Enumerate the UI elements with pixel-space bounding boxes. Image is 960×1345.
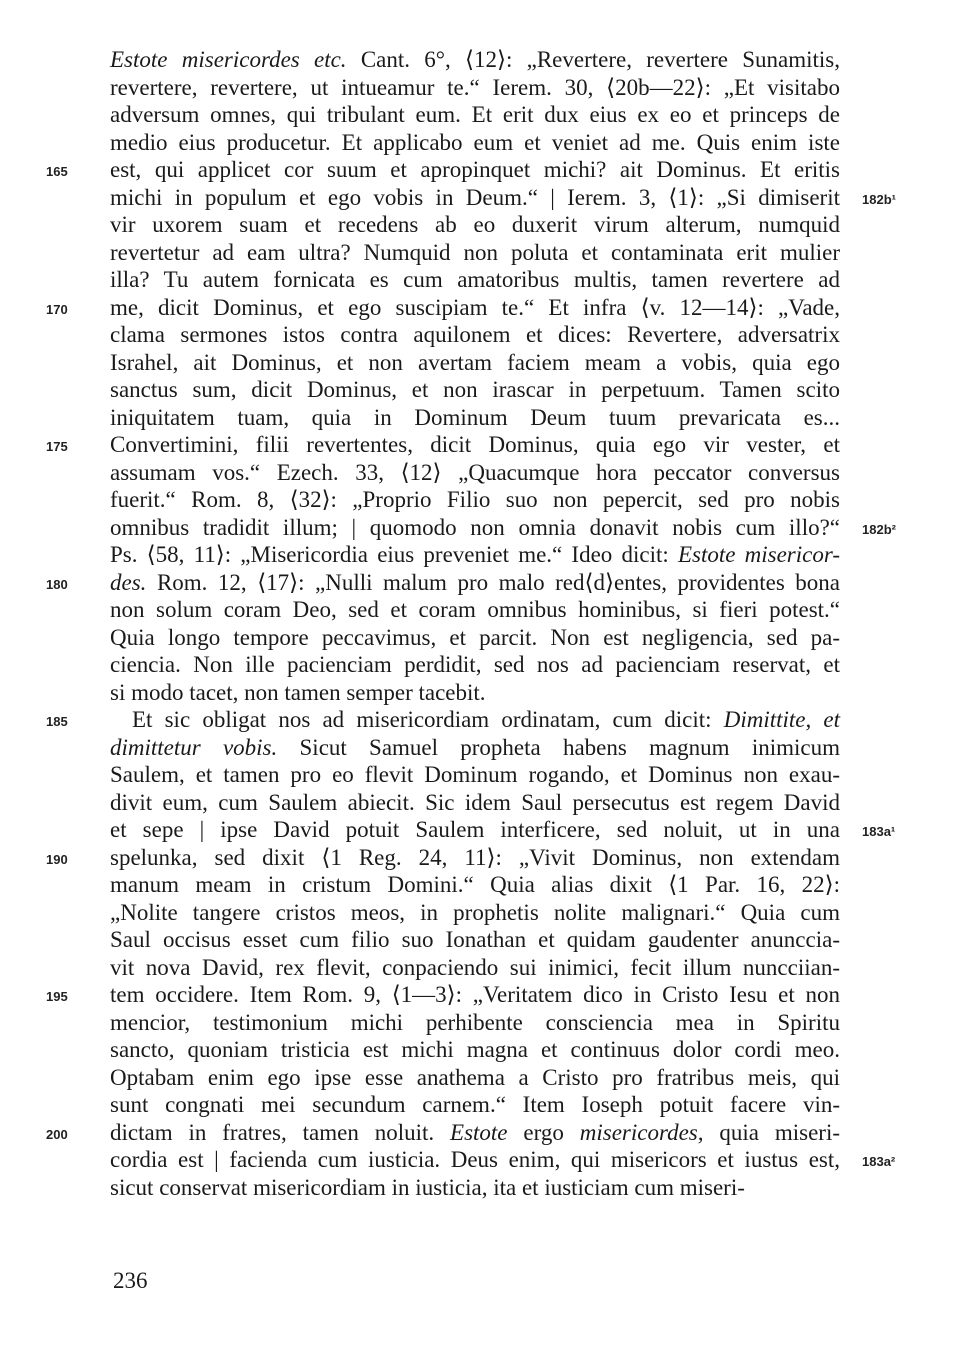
text-line: revertere, revertere, ut intueamur te.“ Ierem. 30, ⟨20b—22⟩: „Et visitabo — [110, 74, 840, 100]
text-line: tem occidere. Item Rom. 9, ⟨1—3⟩: „Veritatem dico in Cristo Iesu et non — [110, 982, 840, 1007]
text-line: des. Rom. 12, ⟨17⟩: „Nulli malum pro malo red⟨d⟩entes, providentes bona — [110, 569, 840, 595]
text-line: dictam in fratres, tamen noluit. Estote ergo misericordes, quia miseri- — [110, 1119, 841, 1145]
text-line: Saulem, et tamen pro eo flevit Dominum rogando, et Dominus non exau- — [110, 762, 840, 787]
text-line: fuerit.“ Rom. 8, ⟨32⟩: „Proprio Filio suo non pepercit, sed pro nobis — [110, 487, 840, 512]
folio-marker: 183a¹ — [862, 824, 896, 839]
text-line: vit nova David, rex flevit, conpaciendo sui inimici, fecit illum nuncciian- — [110, 954, 840, 980]
text-line: sancto, quoniam tristicia est michi magna et continuus dolor cordi meo. — [110, 1037, 840, 1062]
text-line: dimittetur vobis. Sicut Samuel propheta habens magnum inimicum — [110, 734, 840, 760]
text-line: divit eum, cum Saulem abiecit. Sic idem Saul persecutus est regem David — [110, 789, 840, 815]
line-number: 175 — [46, 439, 68, 454]
text-line: ciencia. Non ille pacienciam perdidit, sed nos ad pacienciam reservat, et — [110, 652, 840, 677]
text-line: spelunka, sed dixit ⟨1 Reg. 24, 11⟩: „Vivit Dominus, non extendam — [110, 844, 840, 870]
text-line: si modo tacet, non tamen semper tacebit. — [110, 679, 486, 705]
text-line: „Nolite tangere cristos meos, in prophetis nolite malignari.“ Quia cum — [110, 899, 840, 925]
folio-marker: 182b¹ — [862, 191, 896, 207]
text-line: sanctus sum, dicit Dominus, et non irascar in perpetuum. Tamen scito — [110, 377, 840, 402]
text-line: et sepe | ipse David potuit Saulem interficere, sed noluit, ut in una — [110, 817, 840, 842]
text-line: Israhel, ait Dominus, et non avertam faciem meam a vobis, quia ego — [110, 349, 840, 375]
text-line: Convertimini, filii revertentes, dicit Dominus, quia ego vir vester, et — [110, 432, 840, 457]
text-line: Estote misericordes etc. Cant. 6°, ⟨12⟩: „Revertere, revertere Sunamitis, — [110, 47, 840, 72]
text-line: adversum omnes, qui tribulant eum. Et erit dux eius ex eo et princeps de — [110, 102, 840, 127]
text-line: clama sermones istos contra aquilonem et dices: Revertere, adversatrix — [110, 322, 840, 347]
line-number: 185 — [46, 714, 68, 729]
text-line: iniquitatem tuam, quia in Dominum Deum tuum prevaricata es... — [110, 404, 840, 430]
text-line: Et sic obligat nos ad misericordiam ordinatam, cum dicit: Dimittite, et — [132, 707, 840, 732]
text-line: Ps. ⟨58, 11⟩: „Misericordia eius preveniet me.“ Ideo dicit: Estote misericor- — [110, 542, 840, 567]
text-line: sunt congnati mei secundum carnem.“ Item Ioseph potuit facere vin- — [110, 1092, 840, 1117]
line-number: 165 — [46, 164, 68, 179]
line-number: 200 — [46, 1126, 68, 1142]
text-line: revertetur ad eam ultra? Numquid non poluta et contaminata erit mulier — [110, 239, 840, 265]
text-line: omnibus tradidit illum; | quomodo non omnia donavit nobis cum illo?“ — [110, 514, 840, 540]
text-line: Saul occisus esset cum filio suo Ionathan et quidam gaudenter anunccia- — [110, 927, 840, 952]
text-line: illa? Tu autem fornicata es cum amatoribus multis, tamen revertere ad — [110, 267, 840, 292]
text-line: mencior, testimonium michi perhibente consciencia mea in Spiritu — [110, 1009, 840, 1035]
folio-marker: 183a² — [862, 1154, 896, 1169]
text-line: michi in populum et ego vobis in Deum.“ | Ierem. 3, ⟨1⟩: „Si dimiserit — [110, 184, 840, 210]
text-line: cordia est | facienda cum iusticia. Deus enim, qui misericors et iustus est, — [110, 1147, 840, 1172]
line-number: 195 — [46, 989, 68, 1004]
line-number: 180 — [46, 576, 68, 592]
page-number: 236 — [113, 1268, 148, 1293]
line-number: 170 — [46, 301, 68, 317]
line-number: 190 — [46, 851, 68, 867]
text-line: medio eius producetur. Et applicabo eum et veniet ad me. Quis enim iste — [110, 129, 840, 155]
text-line: non solum coram Deo, sed et coram omnibus hominibus, si fieri potest.“ — [110, 597, 840, 622]
text-line: est, qui applicet cor suum et apropinquet michi? ait Dominus. Et eritis — [110, 157, 840, 182]
text-line: Optabam enim ego ipse esse anathema a Cristo pro fratribus meis, qui — [110, 1064, 840, 1090]
text-line: assumam vos.“ Ezech. 33, ⟨12⟩ „Quacumque hora peccator conversus — [110, 459, 840, 485]
folio-marker: 182b² — [862, 521, 896, 537]
text-line: vir uxorem suam et recedens ab eo duxerit virum alterum, numquid — [110, 212, 840, 237]
text-line: manum meam in cristum Domini.“ Quia alias dixit ⟨1 Par. 16, 22⟩: — [110, 872, 840, 897]
text-line: sicut conservat misericordiam in iusticia, ita et iusticiam cum miseri- — [110, 1174, 745, 1200]
text-line: Quia longo tempore peccavimus, et parcit. Non est negligencia, sed pa- — [110, 624, 840, 650]
text-line: me, dicit Dominus, et ego suscipiam te.“ Et infra ⟨v. 12—14⟩: „Vade, — [110, 294, 840, 320]
